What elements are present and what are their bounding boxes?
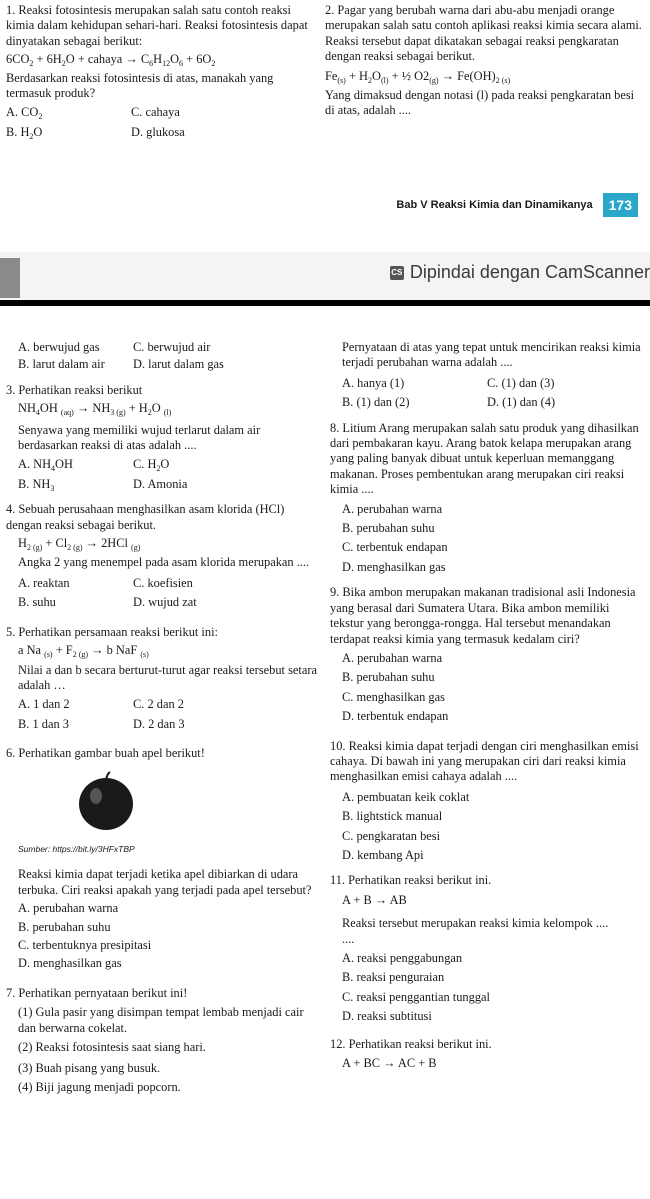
q6-option-a: A. perubahan warna [18, 901, 119, 916]
bottom-page [0, 306, 650, 1199]
q9-option-d: D. terbentuk endapan [342, 709, 449, 724]
q1-option-d: D. glukosa [131, 124, 185, 139]
q11-equation: A + B → AB [342, 892, 407, 907]
q10-option-d: D. kembang Api [342, 847, 424, 862]
q5-question: Nilai a dan b secara berturut-turut agar reaksi tersebut setara adalah … [18, 662, 317, 692]
q3-option-a: A. $NH_4OH$ [18, 457, 73, 474]
apple-highlight [90, 788, 102, 804]
q11-option-a: A. reaksi penggabungan [342, 951, 463, 965]
top-page [0, 0, 650, 252]
q7-question: Pernyataan di atas yang tepat untuk mencirikan reaksi kimia terjadi perubahan warna adalah .... [342, 340, 641, 370]
q8-option-a: A. perubahan warna [342, 501, 443, 516]
q4-option-b: B. suhu [18, 595, 56, 610]
q7-item-3: (3) Buah pisang yang busuk. [18, 1061, 161, 1076]
q7-item-2: (2) Reaksi fotosintesis saat siang hari. [18, 1040, 206, 1054]
q5-option-c: C. 2 dan 2 [133, 697, 184, 712]
q1-option-c: C. cahaya [131, 105, 180, 120]
q6-option-b: B. perubahan suhu [18, 919, 111, 934]
q3-option-d: D. Amonia [133, 476, 188, 491]
q8-option-d: D. menghasilkan gas [342, 559, 446, 574]
q1-equation: $6CO_2 + 6H_2O$ + cahaya → $C_6H_{12}O_6 + 6O_2$ [6, 52, 216, 69]
q11-option-d: D. reaksi subtitusi [342, 1009, 432, 1024]
bottom-left-column [6, 340, 318, 1095]
q5-equation: a Na $_{(s)} + F_{2 (g)} \to b$ NaF $_{(s)}$ [18, 643, 149, 660]
q1-option-b: B. $H_2O$ [6, 124, 43, 141]
q3-equation: $NH_4OH$ $_{(aq)} \to NH_{3 (g)} + H_2O$ $_{(l)}$ [18, 401, 172, 418]
q7-option-c: C. (1) dan (3) [487, 375, 555, 390]
q1-option-a: A. $CO_2$ [6, 105, 43, 122]
q4-option-c: C. koefisien [133, 575, 193, 590]
chapter-title: Bab V Reaksi Kimia dan Dinamikanya [396, 199, 593, 211]
q6-option-c: C. terbentuknya presipitasi [18, 937, 152, 952]
q1-question: Berdasarkan reaksi fotosintesis di atas, manakah yang termasuk produk? [6, 70, 274, 101]
q4-equation: $H_{2 (g)} + Cl_{2 (g)} \to 2HCl$ $_{(g)}$ [18, 536, 141, 553]
q8-option-b: B. perubahan suhu [342, 521, 435, 536]
q3-question: Senyawa yang memiliki wujud terlarut dalam air berdasarkan reaksi di atas adalah .... [18, 422, 261, 453]
q11-option-c: C. reaksi penggantian tunggal [342, 989, 490, 1004]
q4-option-d: D. wujud zat [133, 595, 197, 610]
top-right-column [325, 3, 643, 119]
q3-stem: 3. Perhatikan reaksi berikut [6, 382, 143, 397]
q12-stem: 12. Perhatikan reaksi berikut ini. [330, 1036, 492, 1051]
q2-equation: $Fe_{(s)} + H_2O_{(l)}$ + ½ $O2_{(g)} \to Fe(OH)_{2 (s)}$ [325, 68, 511, 85]
apple-body [79, 778, 133, 830]
q7-option-b: B. (1) dan (2) [342, 395, 410, 410]
q3-option-b: B. $NH_3$ [18, 476, 55, 493]
camscanner-icon: CS [390, 266, 404, 280]
q2-question: Yang dimaksud dengan notasi (l) pada reaksi pengkaratan besi di atas, adalah .... [325, 88, 635, 118]
q11-stem: 11. Perhatikan reaksi berikut ini. [330, 873, 492, 888]
q5-option-d: D. 2 dan 3 [133, 716, 185, 731]
q9-option-a: A. perubahan warna [342, 650, 443, 665]
q3-option-c: C. $H_2O$ [133, 457, 170, 474]
page-footer [396, 193, 638, 217]
q2-option-a: A. berwujud gas [18, 340, 100, 354]
q7-item-4: (4) Biji jagung menjadi popcorn. [18, 1079, 181, 1094]
q12-equation: A + BC → AC + B [342, 1056, 437, 1071]
q1-stem: 1. Reaksi fotosintesis merupakan salah satu contoh reaksi kimia dalam kehidupan sehari-hari. Reaksi fotosintesis dapat dinyatakan sebagai berikut: [6, 3, 308, 48]
q5-stem: 5. Perhatikan persamaan reaksi berikut ini: [6, 624, 218, 639]
q9-stem: 9. Bika ambon merupakan makanan tradisional asli Indonesia yang berasal dari Sumatera Utara. Bika ambon memiliki tekstur yang berongga-rongga. Hal tersebut menandakan terdapat reaksi kimia yang termasuk kedalam ciri? [330, 585, 636, 646]
q10-option-a: A. pembuatan keik coklat [342, 789, 470, 804]
q10-option-c: C. pengkaratan besi [342, 828, 441, 843]
q7-stem: 7. Perhatikan pernyataan berikut ini! [6, 985, 188, 1000]
q7-item-1: (1) Gula pasir yang disimpan tempat lembab menjadi cair dan berwarna cokelat. [18, 1005, 304, 1035]
q7-option-a: A. hanya (1) [342, 375, 405, 390]
q6-stem: 6. Perhatikan gambar buah apel berikut! [6, 746, 205, 761]
q4-stem: 4. Sebuah perusahaan menghasilkan asam klorida (HCl) dengan reaksi sebagai berikut. [6, 502, 285, 532]
q6-source: Sumber: https://bit.ly/3HFxTBP [18, 843, 135, 854]
q5-option-b: B. 1 dan 3 [18, 716, 69, 731]
q7-option-d: D. (1) dan (4) [487, 395, 556, 410]
q6-option-d: D. menghasilkan gas [18, 956, 122, 971]
scanner-edge-marker [0, 258, 20, 298]
top-left-column [6, 3, 316, 140]
camscanner-label: Dipindai dengan CamScanner [409, 262, 650, 282]
q2-stem: 2. Pagar yang berubah warna dari abu-abu menjadi orange merupakan salah satu contoh aplikasi reaksi kimia secara alami. Reaksi tersebut dapat dikatakan sebagai reaksi pengkaratan dengan reaksi sebagai berikut. [325, 3, 642, 64]
q2-option-c: C. berwujud air [133, 340, 211, 354]
q2-option-b: B. larut dalam air [18, 357, 105, 372]
q5-option-a: A. 1 dan 2 [18, 697, 70, 712]
q4-option-a: A. reaktan [18, 575, 70, 590]
q11-option-b: B. reaksi penguraian [342, 970, 445, 985]
bottom-right-column [330, 340, 644, 1071]
q11-dots: .... [342, 931, 355, 946]
q6-question: Reaksi kimia dapat terjadi ketika apel dibiarkan di udara terbuka. Ciri reaksi apakah yang terjadi pada apel tersebut? [18, 867, 312, 897]
apple-image [76, 770, 136, 832]
q2-option-d: D. larut dalam gas [133, 357, 224, 372]
q9-option-c: C. menghasilkan gas [342, 689, 445, 704]
camscanner-watermark [390, 262, 650, 283]
page-number: 173 [603, 193, 638, 217]
q9-option-b: B. perubahan suhu [342, 670, 435, 685]
q4-question: Angka 2 yang menempel pada asam klorida merupakan .... [18, 555, 310, 570]
q10-stem: 10. Reaksi kimia dapat terjadi dengan ciri menghasilkan emisi cahaya. Di bawah ini yang merupakan ciri dari reaksi kimia menghasilkan emisi cahaya adalah .... [330, 738, 639, 784]
q8-option-c: C. terbentuk endapan [342, 540, 448, 555]
q8-stem: 8. Litium Arang merupakan salah satu produk yang dihasilkan dari pembakaran kayu. Arang batok kelapa merupakan arang yang paling banyak dibuat untuk keperluan memanggang makanan. Proses pembentukan arang merupakan ciri reaksi kimia .... [330, 420, 639, 497]
q10-option-b: B. lightstick manual [342, 809, 443, 824]
q11-question: Reaksi tersebut merupakan reaksi kimia kelompok .... [342, 916, 609, 931]
